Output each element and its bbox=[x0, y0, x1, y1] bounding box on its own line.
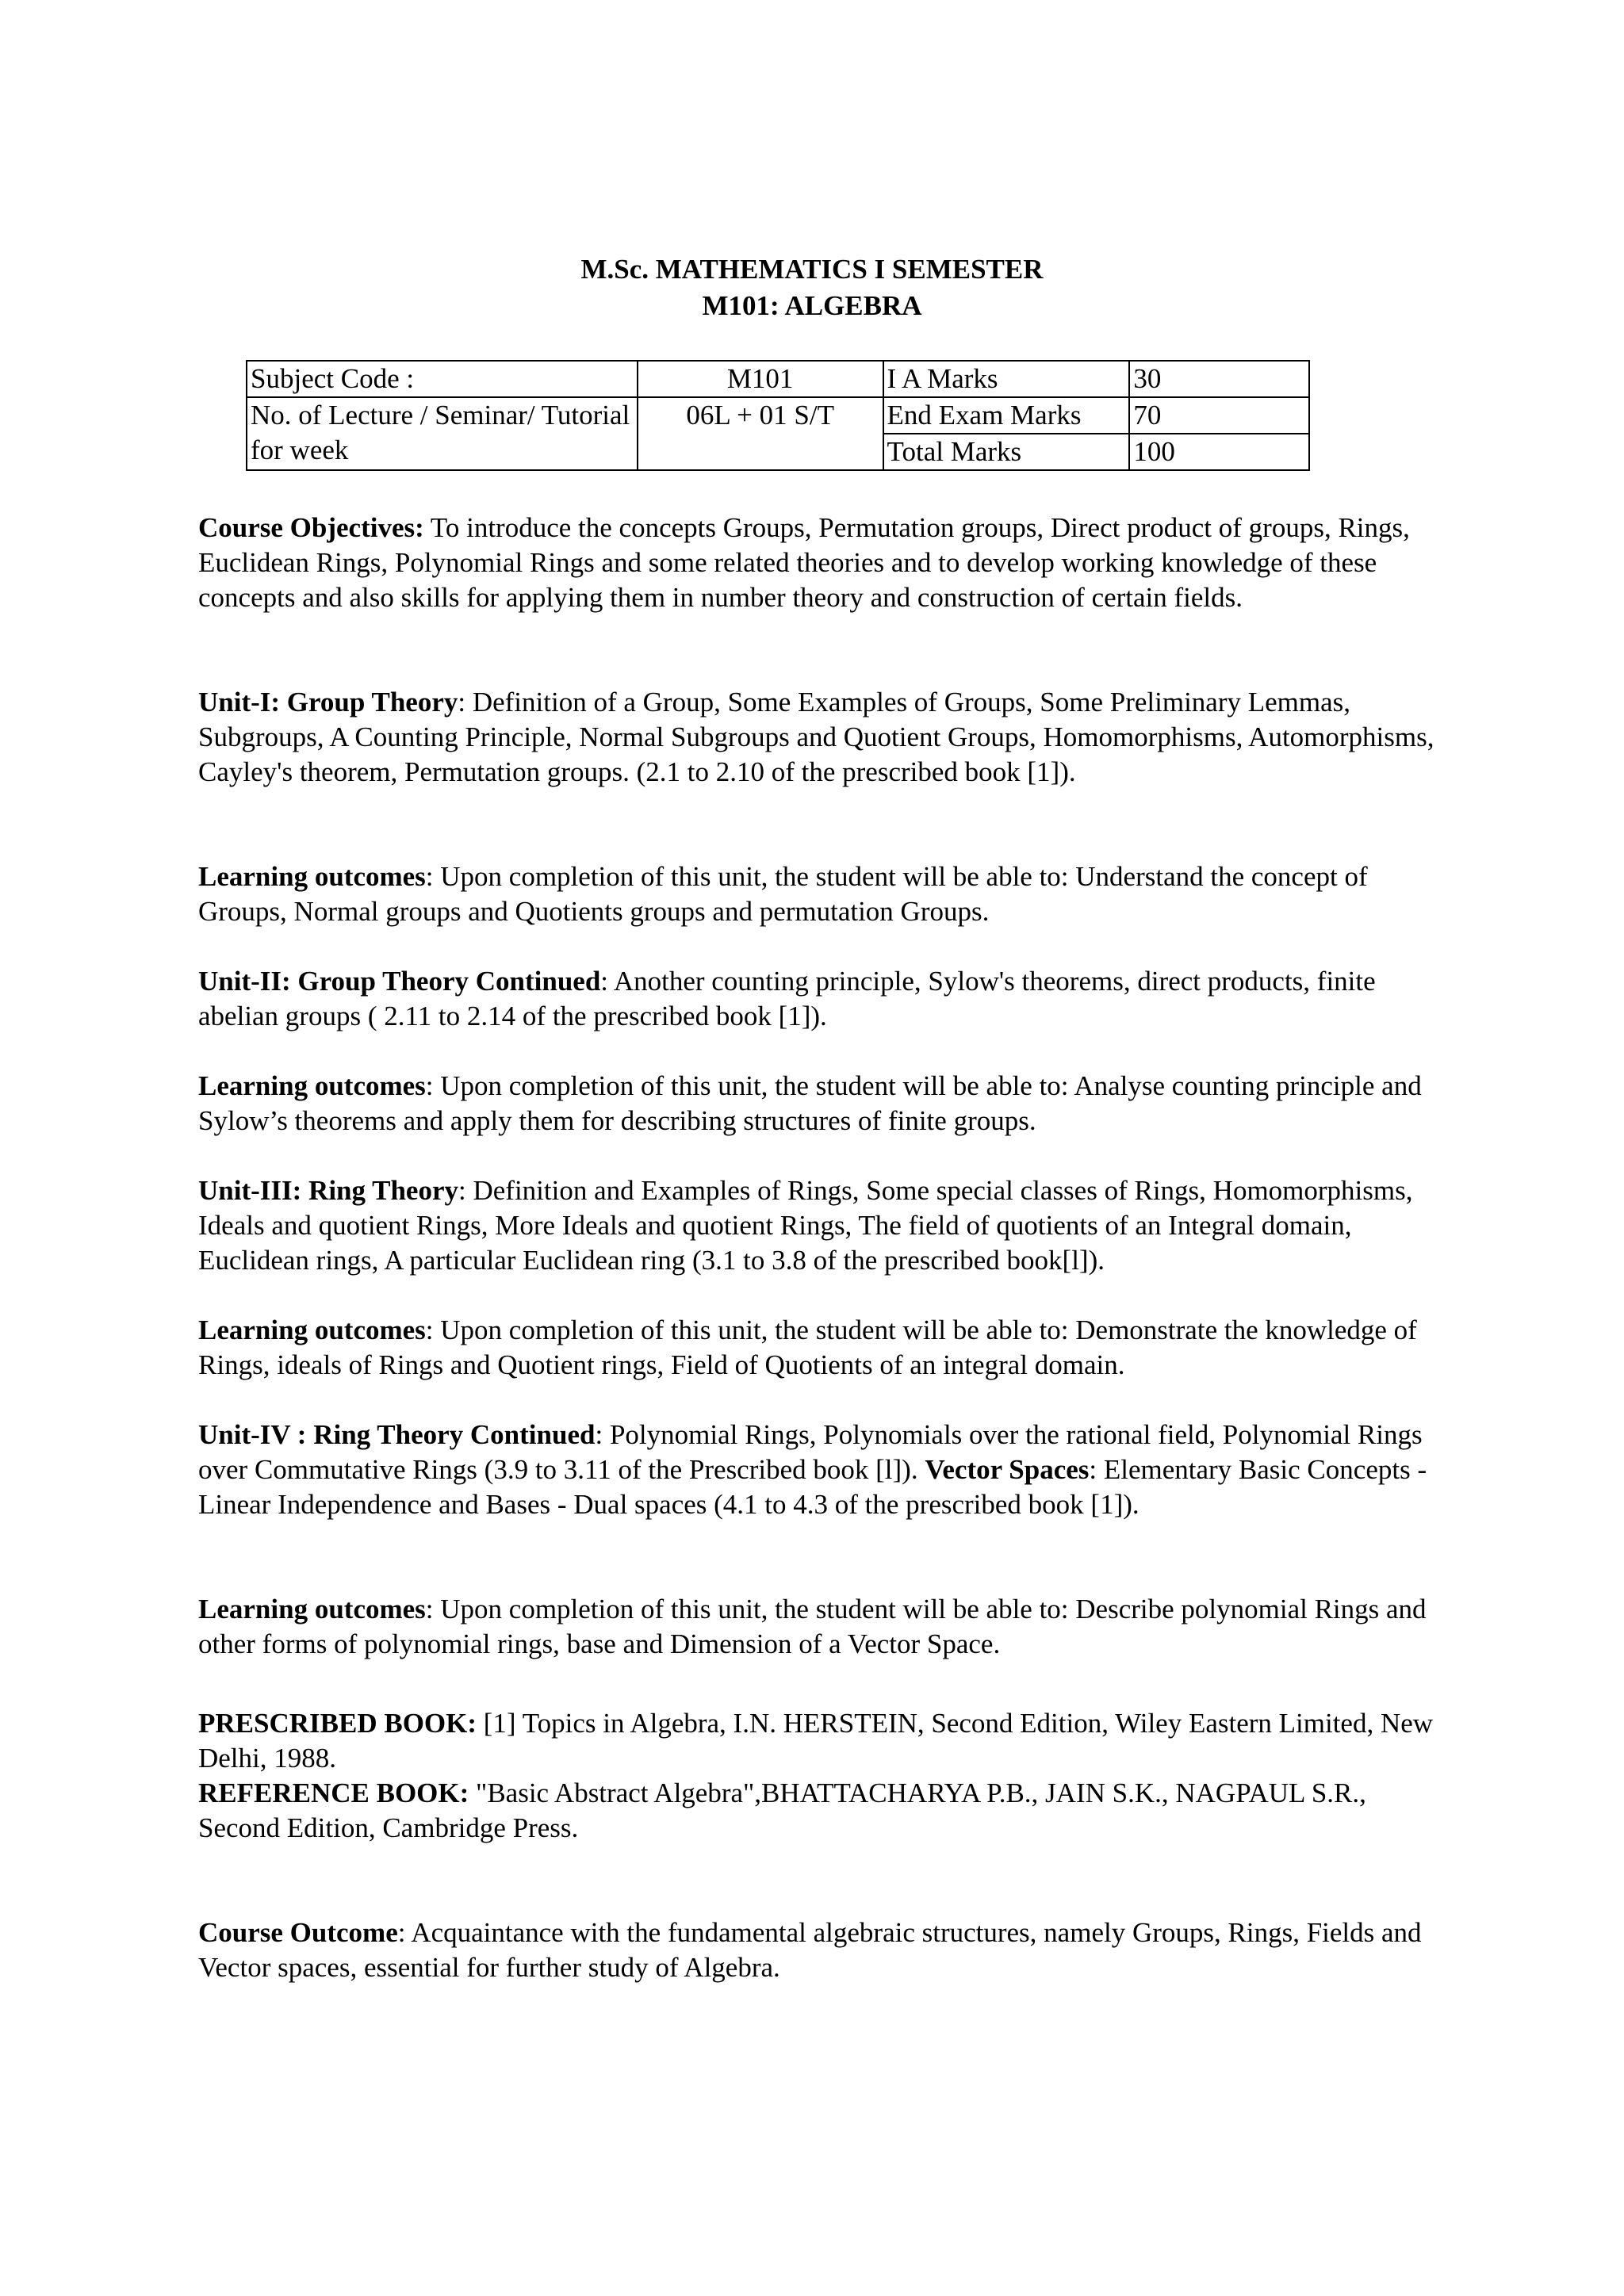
subject-code-label: Subject Code : bbox=[247, 361, 638, 397]
course-outcome bbox=[198, 1915, 1443, 1985]
unit-2-label: Unit-II: Group Theory Continued bbox=[198, 966, 601, 997]
learning-outcomes-label: Learning outcomes bbox=[198, 1594, 426, 1624]
unit-2-text: : Another counting principle, Sylow's theorems, direct products, finite abelian groups ( 2.11 to 2.14 of the prescribed book [1]). bbox=[198, 966, 1376, 1031]
total-marks-label: Total Marks bbox=[883, 434, 1130, 470]
course-objectives bbox=[198, 511, 1443, 615]
unit-4-label: Unit-IV : Ring Theory Continued bbox=[198, 1419, 596, 1450]
unit-2 bbox=[198, 964, 1443, 1034]
course-objectives-text: To introduce the concepts Groups, Permutation groups, Direct product of groups, Rings, Euclidean Rings, Polynomial Rings and some related theories and to develop working knowledge of these concepts and also skills for applying them in number theory and construction of certain fields. bbox=[198, 512, 1410, 613]
learning-outcomes-1 bbox=[198, 859, 1443, 929]
prescribed-book-text: [1] Topics in Algebra, I.N. HERSTEIN, Second Edition, Wiley Eastern Limited, New Delhi, 1988. bbox=[198, 1708, 1434, 1774]
subject-code-value: M101 bbox=[638, 361, 883, 397]
course-objectives-label: Course Objectives: bbox=[198, 512, 424, 543]
prescribed-book bbox=[198, 1706, 1443, 1776]
vector-spaces-text: : Elementary Basic Concepts - Linear Independence and Bases - Dual spaces (4.1 to 4.3 of the prescribed book [1]). bbox=[198, 1454, 1427, 1520]
document-subtitle: M101: ALGEBRA bbox=[702, 290, 922, 321]
table-row bbox=[247, 361, 1309, 397]
learning-outcomes-text: : Upon completion of this unit, the student will be able to: Describe polynomial Rings and other forms of polynomial rings, base and Dimension of a Vector Space. bbox=[198, 1594, 1427, 1659]
end-exam-label: End Exam Marks bbox=[883, 397, 1130, 434]
course-outcome-text: : Acquaintance with the fundamental algebraic structures, namely Groups, Rings, Fields and Vector spaces, essential for further study of Algebra. bbox=[198, 1917, 1422, 1983]
total-marks-value: 100 bbox=[1129, 434, 1309, 470]
unit-1-label: Unit-I: Group Theory bbox=[198, 687, 458, 718]
ia-marks-label: I A Marks bbox=[883, 361, 1130, 397]
lecture-value: 06L + 01 S/T bbox=[638, 397, 883, 470]
unit-3 bbox=[198, 1173, 1443, 1278]
course-info-table bbox=[246, 360, 1310, 471]
learning-outcomes-label: Learning outcomes bbox=[198, 861, 426, 892]
learning-outcomes-4 bbox=[198, 1592, 1443, 1662]
learning-outcomes-text: : Upon completion of this unit, the student will be able to: Demonstrate the knowledge of Rings, ideals of Rings and Quotient rings, Field of Quotients of an integral domain. bbox=[198, 1314, 1417, 1380]
unit-4 bbox=[198, 1418, 1443, 1522]
unit-3-text: : Definition and Examples of Rings, Some special classes of Rings, Homomorphisms, Ideals and quotient Rings, More Ideals and quotient Rings, The field of quotients of an Integral domain, Euclidean rings, A particular Euclidean ring (3.1 to 3.8 of the prescribed book[l]). bbox=[198, 1175, 1413, 1276]
reference-book-label: REFERENCE BOOK: bbox=[198, 1777, 469, 1808]
learning-outcomes-text: : Upon completion of this unit, the student will be able to: Analyse counting principle and Sylow’s theorems and apply them for describing structures of finite groups. bbox=[198, 1070, 1422, 1136]
end-exam-value: 70 bbox=[1129, 397, 1309, 434]
reference-book bbox=[198, 1776, 1443, 1846]
learning-outcomes-label: Learning outcomes bbox=[198, 1314, 426, 1345]
ia-marks-value: 30 bbox=[1129, 361, 1309, 397]
learning-outcomes-3 bbox=[198, 1313, 1443, 1383]
lecture-label: No. of Lecture / Seminar/ Tutorial for week bbox=[247, 397, 638, 470]
unit-3-label: Unit-III: Ring Theory bbox=[198, 1175, 459, 1206]
unit-1 bbox=[198, 685, 1443, 790]
course-outcome-label: Course Outcome bbox=[198, 1917, 398, 1948]
document-title: M.Sc. MATHEMATICS I SEMESTER bbox=[580, 254, 1044, 285]
unit-1-text: : Definition of a Group, Some Examples of Groups, Some Preliminary Lemmas, Subgroups, A Counting Principle, Normal Subgroups and Quotient Groups, Homomorphisms, Automorphisms, Cayley's theorem, Permutation groups. (2.1 to 2.10 of the prescribed book [1]). bbox=[198, 687, 1434, 787]
unit-4-text: : Polynomial Rings, Polynomials over the rational field, Polynomial Rings over Commutative Rings (3.9 to 3.11 of the Prescribed book [l]). bbox=[198, 1419, 1423, 1485]
learning-outcomes-text: : Upon completion of this unit, the student will be able to: Understand the concept of Groups, Normal groups and Quotients groups and permutation Groups. bbox=[198, 861, 1368, 927]
prescribed-book-label: PRESCRIBED BOOK: bbox=[198, 1708, 477, 1739]
learning-outcomes-2 bbox=[198, 1069, 1443, 1138]
vector-spaces-label: Vector Spaces bbox=[925, 1454, 1090, 1485]
table-row bbox=[247, 397, 1309, 434]
reference-book-text: "Basic Abstract Algebra",BHATTACHARYA P.B., JAIN S.K., NAGPAUL S.R., Second Edition, Cambridge Press. bbox=[198, 1777, 1366, 1843]
learning-outcomes-label: Learning outcomes bbox=[198, 1070, 426, 1101]
